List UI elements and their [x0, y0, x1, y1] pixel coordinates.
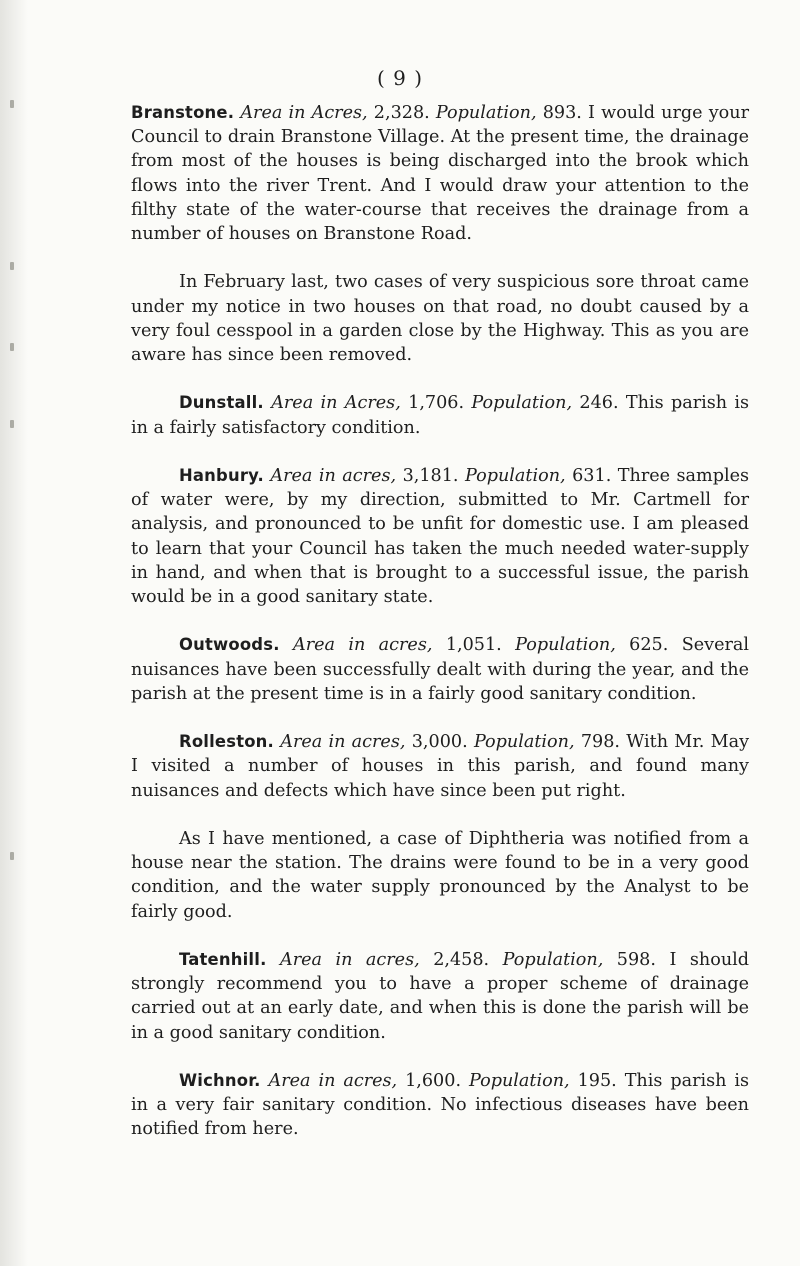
paragraph-rolleston-diphtheria: As I have mentioned, a case of Diphtheria was notified from a house near the station. The drains were found to be in a very good condition, and the water supply pronounced by the Analyst to be fairly good.: [131, 829, 749, 922]
area-label: Area in acres,: [292, 635, 433, 656]
paragraph-dunstall: [131, 391, 749, 439]
area-value: 1,600.: [405, 1071, 462, 1091]
paragraph-text: I should strongly recommend you to have a proper scheme of drainage carried out at an early date, and when this is done the parish will be in a good sanitary condition.: [131, 950, 750, 1043]
paragraph-text: Several nuisances have been successfully dealt with during the year, and the parish at the present time is in a fairly good sanitary condition.: [131, 635, 750, 704]
paragraph-outwoods: [131, 633, 749, 706]
area-value: 1,706.: [408, 393, 465, 414]
paragraph-text: Three samples of water were, by my direction, submitted to Mr. Cartmell for analysis, and pronounced to be unfit for domestic use. I am pleased to learn that your Council has taken the much needed water-supply in hand, and when that is brought to a successful issue, the parish would be in a good sanitary state.: [131, 466, 750, 608]
population-label: Population,: [502, 950, 604, 970]
population-value: 246.: [579, 393, 619, 414]
area-value: 2,458.: [433, 950, 490, 970]
place-name: Outwoods.: [179, 635, 280, 655]
population-label: Population,: [465, 466, 566, 486]
place-name: Rolleston.: [179, 732, 274, 752]
population-value: 798.: [580, 732, 621, 753]
paragraph-text: I would urge your Council to drain Branstone Village. At the present time, the drainage from most of the houses is being discharged into the brook which flows into the river Trent. And I would draw your attention to the filthy state of the water-course that receives the drainage from a number of houses on Branstone Road.: [131, 103, 750, 245]
edge-mark: [10, 343, 14, 351]
area-label: Area in acres,: [280, 732, 406, 753]
paragraph-text: This parish is in a fairly satisfactory condition.: [131, 393, 750, 438]
edge-mark: [10, 852, 14, 860]
population-value: 195.: [577, 1071, 617, 1091]
area-label: Area in acres,: [268, 1071, 398, 1091]
page-number: ( 9 ): [376, 66, 424, 90]
paragraph-text: This parish is in a very fair sanitary condition. No infectious diseases have been notified from here.: [131, 1071, 750, 1140]
area-label: Area in acres,: [270, 466, 397, 486]
population-value: 893.: [542, 103, 582, 123]
population-label: Population,: [435, 103, 537, 123]
paragraph-hanbury: [131, 464, 749, 609]
binding-shadow: [0, 0, 28, 1266]
population-value: 598.: [616, 950, 656, 970]
population-value: 625.: [629, 635, 669, 656]
paragraph-branstone: [131, 101, 749, 246]
population-label: Population,: [468, 1071, 570, 1091]
place-name: Hanbury.: [179, 466, 264, 485]
area-value: 3,181.: [402, 466, 459, 486]
place-name: Wichnor.: [179, 1071, 261, 1090]
place-name: Tatenhill.: [179, 950, 267, 969]
population-label: Population,: [515, 635, 616, 656]
edge-mark: [10, 262, 14, 270]
paragraph-text: With Mr. May I visited a number of houses in this parish, and found many nuisances and defects which have since been put right.: [131, 732, 750, 801]
paragraph-wichnor: [131, 1069, 749, 1142]
place-name: Branstone.: [131, 103, 235, 122]
area-label: Area in Acres,: [240, 103, 368, 123]
paragraph-branstone-cases: In February last, two cases of very suspicious sore throat came under my notice in two houses on that road, no doubt caused by a very foul cesspool in a garden close by the Highway. This as you are aware has since been removed.: [131, 272, 749, 366]
edge-mark: [10, 420, 14, 428]
area-value: 2,328.: [373, 103, 430, 123]
population-value: 631.: [572, 466, 612, 486]
area-value: 1,051.: [445, 635, 502, 656]
document-body: [131, 101, 749, 1166]
area-value: 3,000.: [411, 732, 468, 753]
area-label: Area in acres,: [279, 950, 420, 970]
paragraph-tatenhill: [131, 948, 749, 1045]
population-label: Population,: [471, 393, 573, 414]
population-label: Population,: [473, 732, 575, 753]
area-label: Area in Acres,: [271, 393, 401, 414]
edge-mark: [10, 100, 14, 108]
paragraph-rolleston: [131, 730, 749, 803]
place-name: Dunstall.: [179, 393, 264, 413]
